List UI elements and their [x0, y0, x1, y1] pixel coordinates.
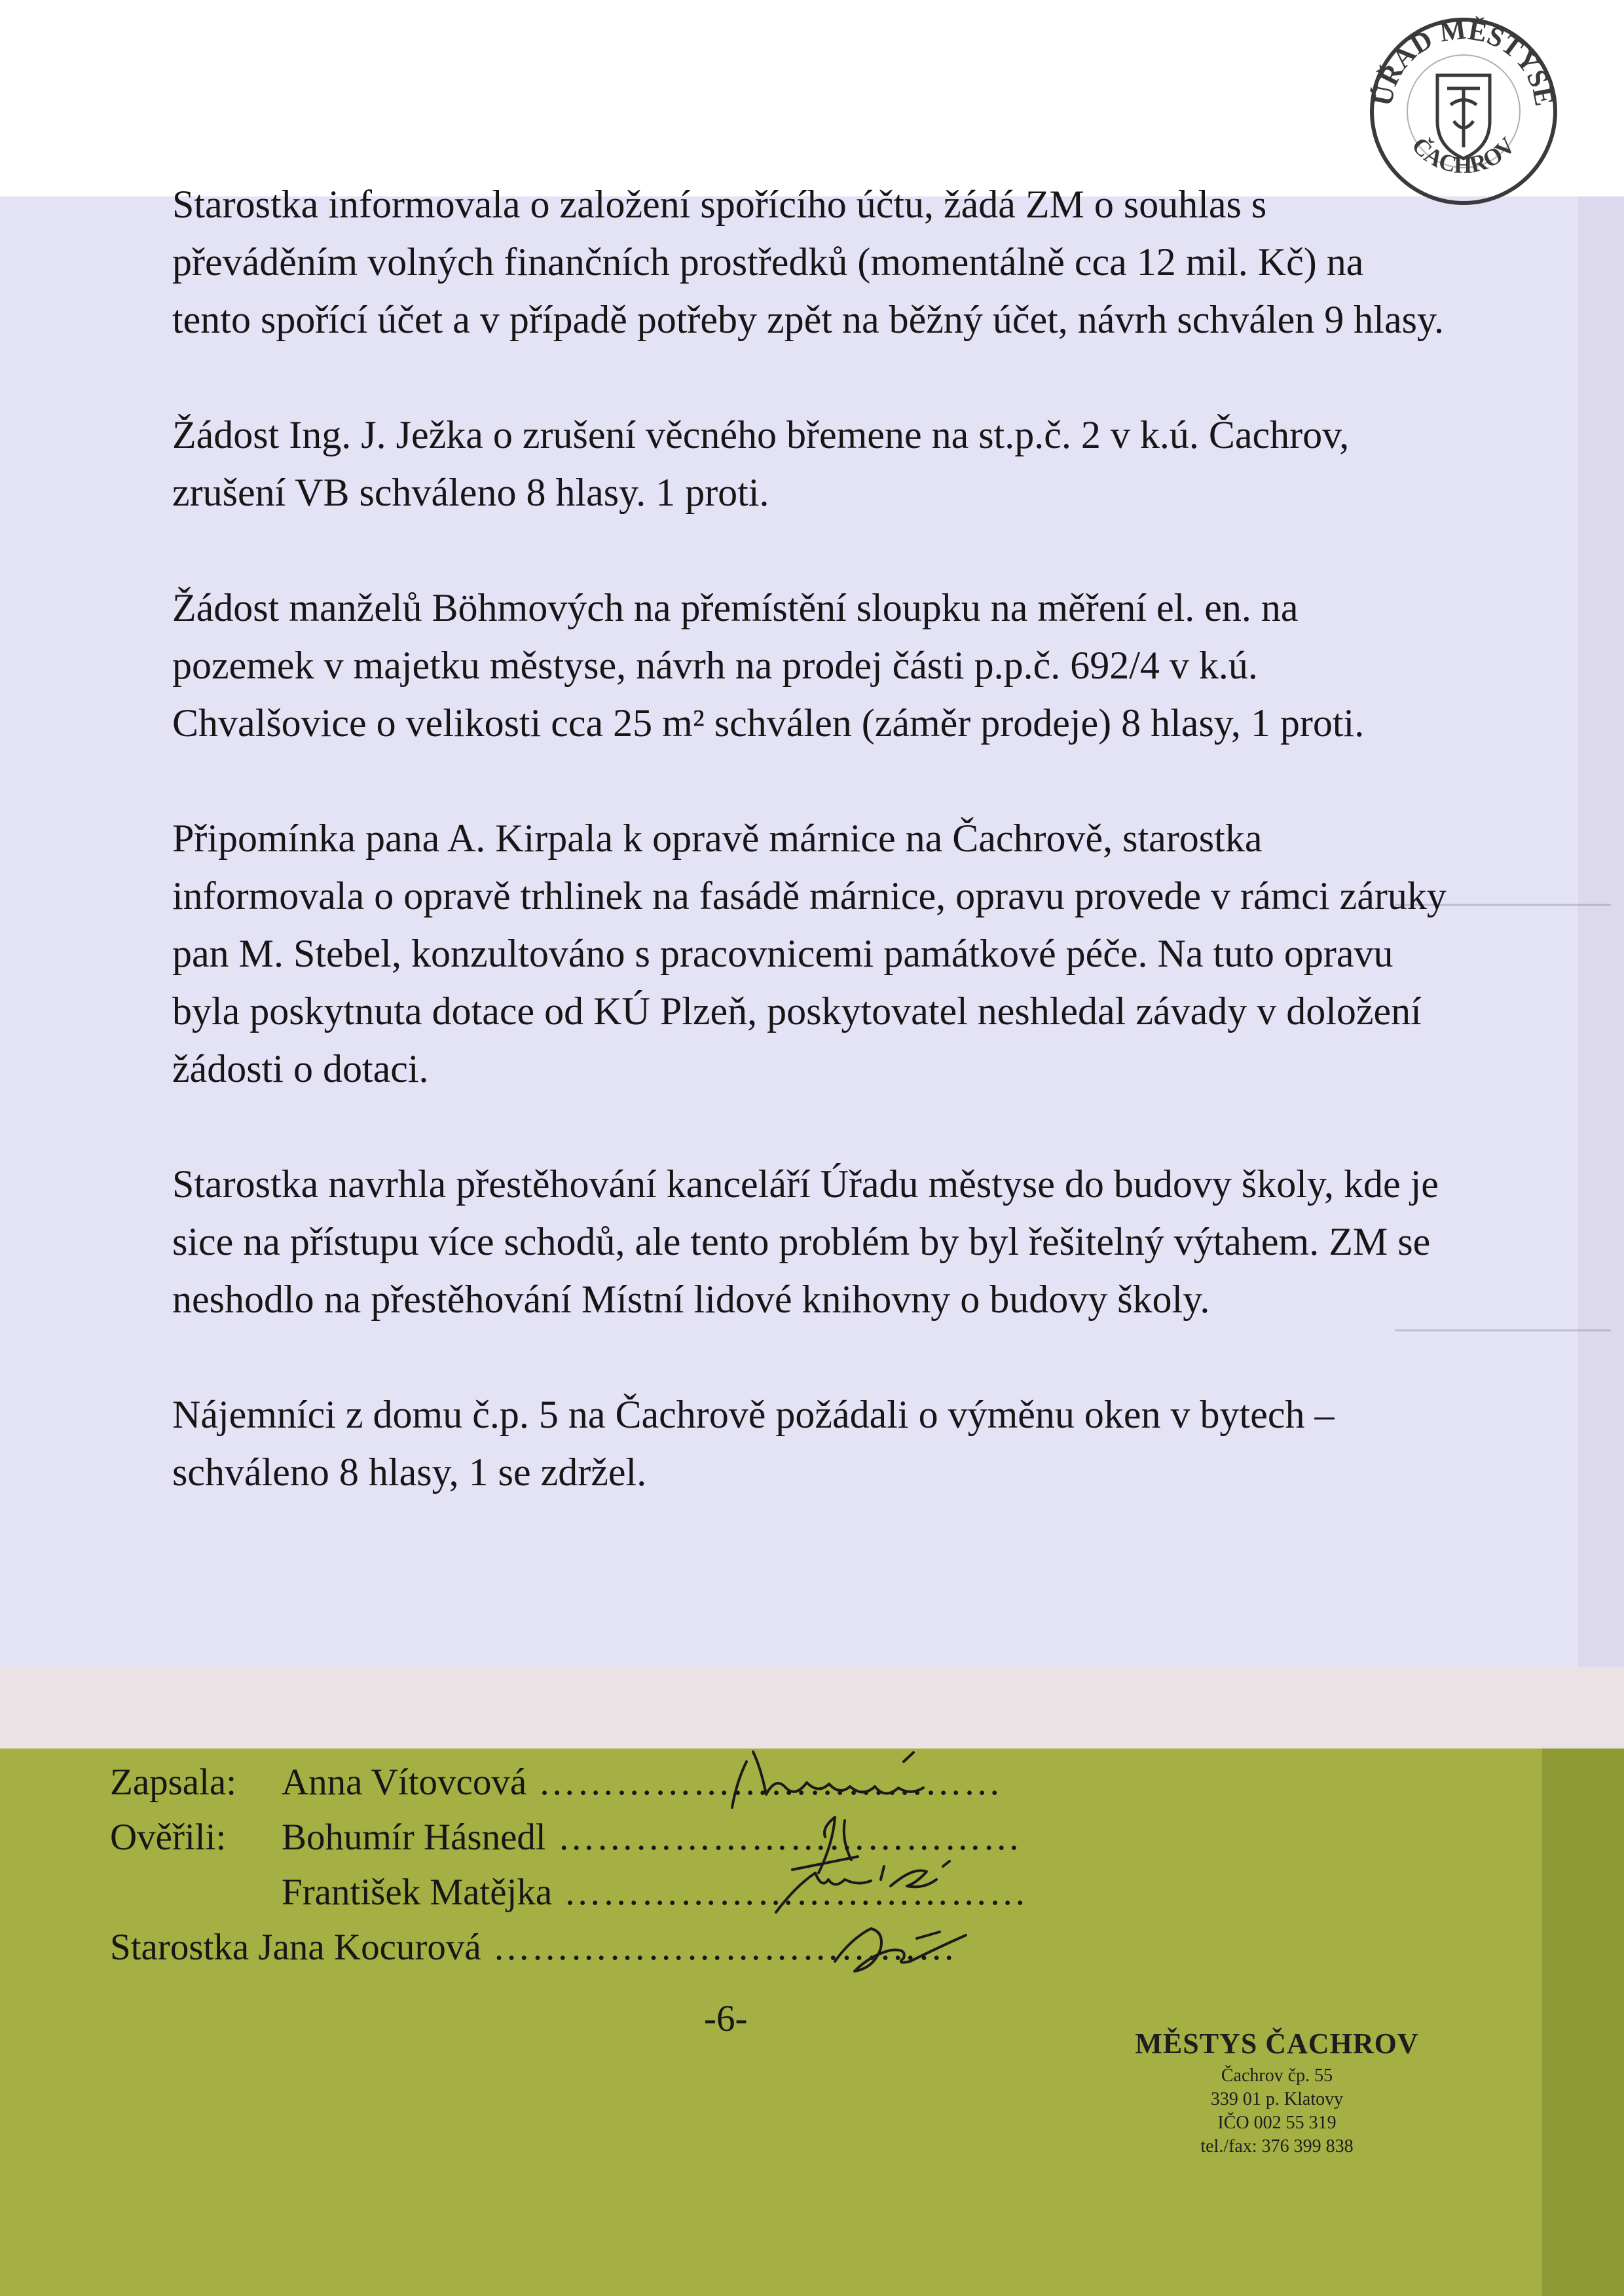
verifier-1-name: Bohumír Hásnedl	[282, 1817, 546, 1858]
stamp-title: MĚSTYS ČACHROV	[1135, 2028, 1419, 2060]
signature-block	[110, 1755, 1223, 1975]
lavender-scan-edge	[1578, 196, 1624, 1667]
stamp-address-1: Čachrov čp. 55	[1221, 2065, 1333, 2086]
page-number: -6-	[704, 1998, 748, 2039]
signature-dots: ………………………………	[564, 1872, 1028, 1913]
recorder-label: Zapsala:	[110, 1762, 237, 1803]
signature-row-mayor	[110, 1920, 1223, 1975]
paragraph-office-move: Starostka navrhla přestěhování kanceláří Úřadu městyse do budovy školy, kde je sice na přístupu více schodů, ale tento problém by byl řešitelný výtahem. ZM se neshodlo na přestěhování Místní lidové knihovny o budovy školy.	[172, 1162, 1439, 1321]
stamp-phone: tel./fax: 376 399 838	[1200, 2136, 1354, 2157]
verifier-2-name: František Matějka	[282, 1872, 553, 1913]
verifier-2-indent	[110, 1865, 282, 1920]
signature-row-recorder	[110, 1755, 1223, 1810]
municipality-stamp	[1100, 2027, 1454, 2158]
paragraph-savings-account: Starostka informovala o založení spořícího účtu, žádá ZM o souhlas s převáděním volných finančních prostředků (momentálně cca 12 mil. Kč) na tento spořící účet a v případě potřeby zpět na běžný účet, návrh schválen 9 hlasy.	[172, 183, 1445, 341]
minutes-body	[172, 176, 1449, 1501]
verifiers-label: Ověřili:	[110, 1817, 227, 1858]
pink-scan-band	[0, 1667, 1624, 1749]
mayor-line: Starostka Jana Kocurová	[110, 1927, 481, 1968]
paragraph-meter-pole: Žádost manželů Böhmových na přemístění sloupku na měření el. en. na pozemek v majetku městyse, návrh na prodej části p.p.č. 692/4 v k.ú. Chvalšovice o velikosti cca 25 m² schválen (záměr prodeje) 8 hlasy, 1 proti.	[172, 586, 1365, 745]
svg-text:ÚŘAD MĚSTYSE: ÚŘAD MĚSTYSE	[1367, 14, 1560, 109]
signature-dots: ………………………………	[557, 1817, 1022, 1858]
recorder-name: Anna Vítovcová	[282, 1762, 527, 1803]
paragraph-windows: Nájemníci z domu č.p. 5 na Čachrově požádali o výměnu oken v bytech – schváleno 8 hlasy, 1 se zdržel.	[172, 1393, 1335, 1494]
signature-row-verifier-1	[110, 1810, 1223, 1865]
signature-dots: ………………………………	[492, 1927, 957, 1968]
paragraph-easement: Žádost Ing. J. Ježka o zrušení věcného břemene na st.p.č. 2 v k.ú. Čachrov, zrušení VB schváleno 8 hlasy. 1 proti.	[172, 413, 1350, 514]
signature-row-verifier-2	[110, 1865, 1223, 1920]
stamp-ico: IČO 002 55 319	[1217, 2113, 1337, 2133]
svg-text:ČACHROV: ČACHROV	[1407, 132, 1521, 178]
stamp-address-2: 339 01 p. Klatovy	[1210, 2089, 1344, 2109]
paragraph-mortuary: Připomínka pana A. Kirpala k opravě márnice na Čachrově, starostka informovala o opravě trhlinek na fasádě márnice, opravu provede v rámci záruky pan M. Stebel, konzultováno s pracovnicemi památkové péče. Na tuto opravu byla poskytnuta dotace od KÚ Plzeň, poskytovatel neshledal závady v doložení žádosti o dotaci.	[172, 817, 1447, 1090]
signature-dots: ………………………………	[538, 1762, 1003, 1803]
green-scan-edge	[1542, 1749, 1624, 2296]
